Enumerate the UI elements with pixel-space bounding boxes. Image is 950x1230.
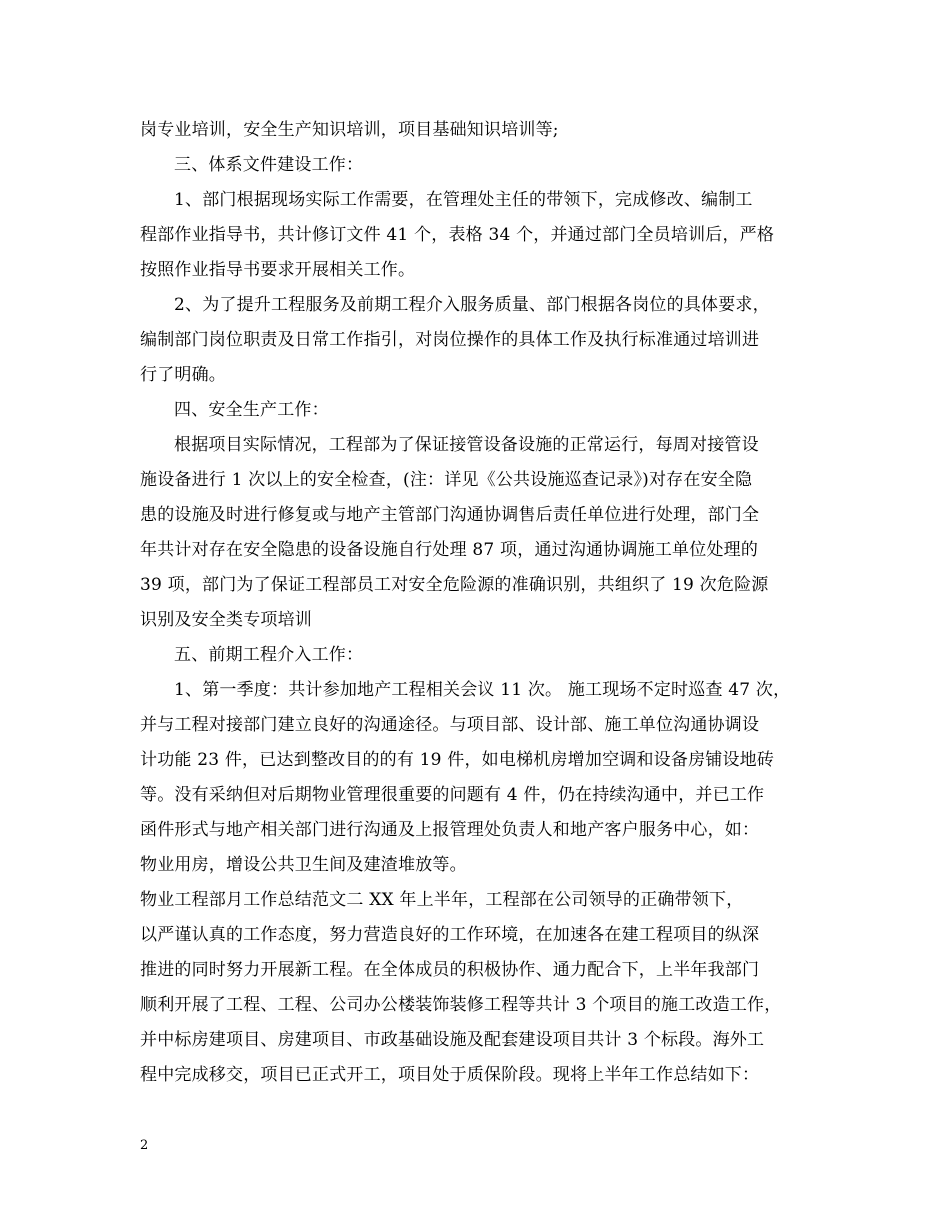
text-line: 1、第一季度：共计参加地产工程相关会议 11 次。 施工现场不定时巡查 47 次， xyxy=(174,680,791,700)
text-line: 1、部门根据现场实际工作需要，在管理处主任的带领下，完成修改、编制工 xyxy=(174,190,753,210)
text-line: 岗专业培训，安全生产知识培训，项目基础知识培训等; xyxy=(140,120,559,140)
text-line: 行了明确。 xyxy=(140,365,226,385)
text-line: 推进的同时努力开展新工程。在全体成员的积极协作、通力配合下，上半年我部门 xyxy=(140,960,760,980)
page-number: 2 xyxy=(140,1138,149,1153)
text-line: 2、为了提升工程服务及前期工程介入服务质量、部门根据各岗位的具体要求， xyxy=(174,295,770,315)
section-heading: 四、安全生产工作： xyxy=(174,400,329,420)
text-line: 计功能 23 件，已达到整改目的的有 19 件，如电梯机房增加空调和设备房铺设地砖 xyxy=(140,750,775,770)
text-line: 等。没有采纳但对后期物业管理很重要的问题有 4 件，仍在持续沟通中，并已工作 xyxy=(140,785,765,805)
text-line: 根据项目实际情况，工程部为了保证接管设备设施的正常运行，每周对接管设 xyxy=(174,435,759,455)
text-line: 以严谨认真的工作态度，努力营造良好的工作环境，在加速各在建工程项目的纵深 xyxy=(140,925,760,945)
text-line: 物业用房，增设公共卫生间及建渣堆放等。 xyxy=(140,855,467,875)
text-line: 施设备进行 1 次以上的安全检查，(注：详见《公共设施巡查记录》)对存在安全隐 xyxy=(140,470,753,490)
text-line: 并与工程对接部门建立良好的沟通途径。与项目部、设计部、施工单位沟通协调设 xyxy=(140,715,760,735)
text-line: 按照作业指导书要求开展相关工作。 xyxy=(140,260,416,280)
text-line: 程中完成移交，项目已正式开工，项目处于质保阶段。现将上半年工作总结如下： xyxy=(140,1065,760,1085)
text-line: 顺利开展了工程、工程、公司办公楼装饰装修工程等共计 3 个项目的施工改造工作， xyxy=(140,995,782,1015)
section-heading: 三、体系文件建设工作： xyxy=(174,155,364,175)
text-line: 编制部门岗位职责及日常工作指引，对岗位操作的具体工作及执行标准通过培训进 xyxy=(140,330,760,350)
section-heading: 五、前期工程介入工作： xyxy=(174,645,364,665)
text-line: 年共计对存在安全隐患的设备设施自行处理 87 项，通过沟通协调施工单位处理的 xyxy=(140,540,759,560)
text-line: 识别及安全类专项培训 xyxy=(140,610,312,630)
text-line: 物业工程部月工作总结范文二 XX 年上半年，工程部在公司领导的正确带领下， xyxy=(140,890,744,910)
text-line: 程部作业指导书，共计修订文件 41 个，表格 34 个，并通过部门全员培训后，严格 xyxy=(140,225,775,245)
text-line: 并中标房建项目、房建项目、市政基础设施及配套建设项目共计 3 个标段。海外工 xyxy=(140,1030,765,1050)
text-line: 函件形式与地产相关部门进行沟通及上报管理处负责人和地产客户服务中心，如： xyxy=(140,820,760,840)
text-line: 39 项，部门为了保证工程部员工对安全危险源的准确识别，共组织了 19 次危险源 xyxy=(140,575,769,595)
text-line: 患的设施及时进行修复或与地产主管部门沟通协调售后责任单位进行处理，部门全 xyxy=(140,505,760,525)
